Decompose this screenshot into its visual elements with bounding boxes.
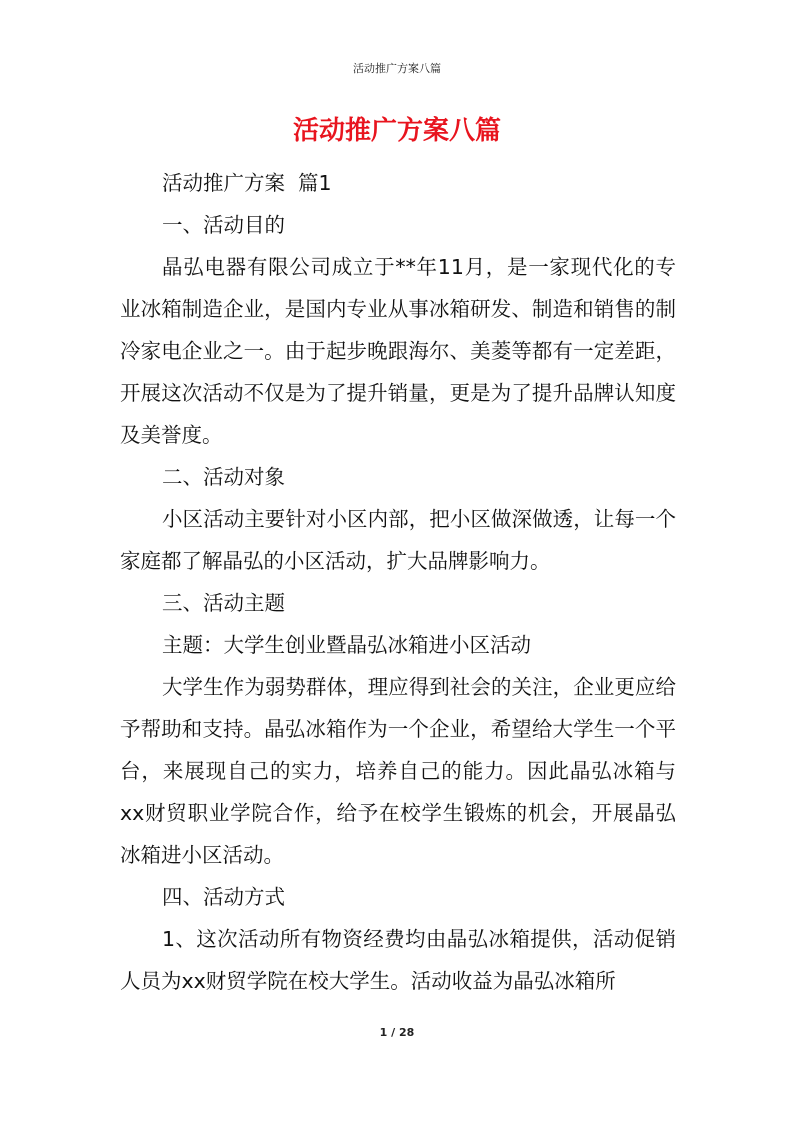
- section-heading: 二、活动对象: [162, 465, 285, 489]
- page-indicator: 1 / 28: [379, 1026, 415, 1039]
- body-paragraph: 大学生作为弱势群体，理应得到社会的关注，企业更应给予帮助和支持。晶弘冰箱作为一个企业，希望给大学生一个平台，来展现自己的实力，培养自己的能力。因此晶弘冰箱与xx财贸职业学院合作，给予在校学生锻炼的机会，开展晶弘冰箱进小区活动。: [120, 675, 676, 867]
- document-body: [120, 162, 676, 1002]
- section-heading: 活动推广方案 篇1: [162, 171, 332, 195]
- running-header: 活动推广方案八篇: [353, 62, 441, 75]
- body-paragraph: 1、这次活动所有物资经费均由晶弘冰箱提供，活动促销人员为xx财贸学院在校大学生。活动收益为晶弘冰箱所: [120, 927, 676, 993]
- body-paragraph: 主题：大学生创业暨晶弘冰箱进小区活动: [162, 633, 531, 657]
- section-heading: 三、活动主题: [162, 591, 285, 615]
- document-title: 活动推广方案八篇: [292, 116, 501, 146]
- body-paragraph: 小区活动主要针对小区内部，把小区做深做透，让每一个家庭都了解晶弘的小区活动，扩大品牌影响力。: [120, 507, 676, 573]
- section-heading: 四、活动方式: [162, 885, 285, 909]
- section-heading: 一、活动目的: [162, 213, 285, 237]
- body-paragraph: 晶弘电器有限公司成立于**年11月，是一家现代化的专业冰箱制造企业，是国内专业从事冰箱研发、制造和销售的制冷家电企业之一。由于起步晚跟海尔、美菱等都有一定差距，开展这次活动不仅是为了提升销量，更是为了提升品牌认知度及美誉度。: [120, 255, 676, 447]
